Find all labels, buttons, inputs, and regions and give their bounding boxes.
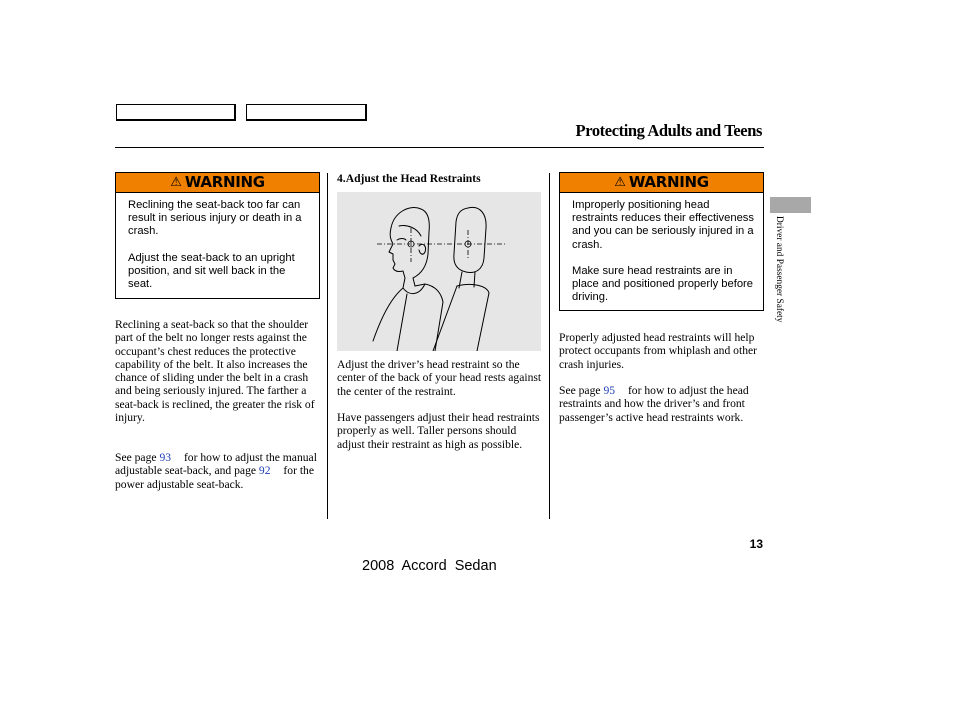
body-paragraph: Have passengers adjust their head restraints properly as well. Taller persons should adjust their restraint as high as possible.	[337, 411, 540, 451]
warning-triangle-icon: ⚠	[614, 175, 626, 190]
page-link-93[interactable]: 93	[159, 451, 172, 464]
section-tab-label: Driver and Passenger Safety	[774, 216, 784, 323]
footer-model-label: 2008 Accord Sedan	[362, 558, 497, 574]
warning-banner	[560, 173, 763, 193]
page-reference-paragraph: See page 93 for how to adjust the manual adjustable seat-back, and page 92 for the power adjustable seat-back.	[115, 451, 317, 491]
body-column-middle	[337, 358, 543, 464]
section-tab[interactable]	[770, 197, 811, 213]
warning-text: Make sure head restraints are in place and positioned properly before driving.	[572, 264, 753, 304]
body-paragraph: Reclining a seat-back so that the shoulder part of the belt no longer rests against the occupant’s chest reduces the protective capability of the belt. It also increases the chance of sliding under the belt in a crash and being seriously injured. The farther a seat-back is reclined, the greater the risk of injury.	[115, 318, 315, 425]
body-paragraph: Properly adjusted head restraints will help protect occupants from whiplash and other crash injuries.	[559, 331, 757, 371]
warning-box-head-restraints	[559, 172, 764, 311]
warning-box-seat-back	[115, 172, 320, 299]
column-divider-1	[327, 173, 328, 519]
warning-text: Adjust the seat-back to an upright position, and sit well back in the seat.	[128, 251, 295, 291]
page-reference-paragraph: See page 95 for how to adjust the head restraints and how the driver’s and front passenger’s active head restraints work.	[559, 384, 749, 424]
page-link-95[interactable]: 95	[603, 384, 616, 398]
page-title: Protecting Adults and Teens	[575, 121, 762, 140]
nav-box-1[interactable]	[116, 104, 236, 121]
warning-text: Improperly positioning head restraints reduces their effectiveness and you can be seriously injured in a crash.	[572, 199, 754, 251]
warning-triangle-icon: ⚠	[170, 175, 182, 190]
column-divider-2	[549, 173, 550, 519]
warning-label: WARNING	[184, 173, 265, 191]
warning-label: WARNING	[628, 173, 709, 191]
warning-banner	[116, 173, 319, 193]
body-column-right	[559, 331, 764, 437]
title-divider	[115, 147, 764, 148]
head-restraint-illustration	[337, 192, 541, 351]
nav-box-2[interactable]	[246, 104, 367, 121]
page-number: 13	[749, 537, 763, 551]
page-link-92[interactable]: 92	[258, 464, 271, 478]
section-heading: 4.Adjust the Head Restraints	[337, 172, 481, 185]
warning-text: Reclining the seat-back too far can result in serious injury or death in a crash.	[128, 199, 302, 238]
body-paragraph: Adjust the driver’s head restraint so the center of the back of your head rests against the center of the restraint.	[337, 358, 542, 398]
